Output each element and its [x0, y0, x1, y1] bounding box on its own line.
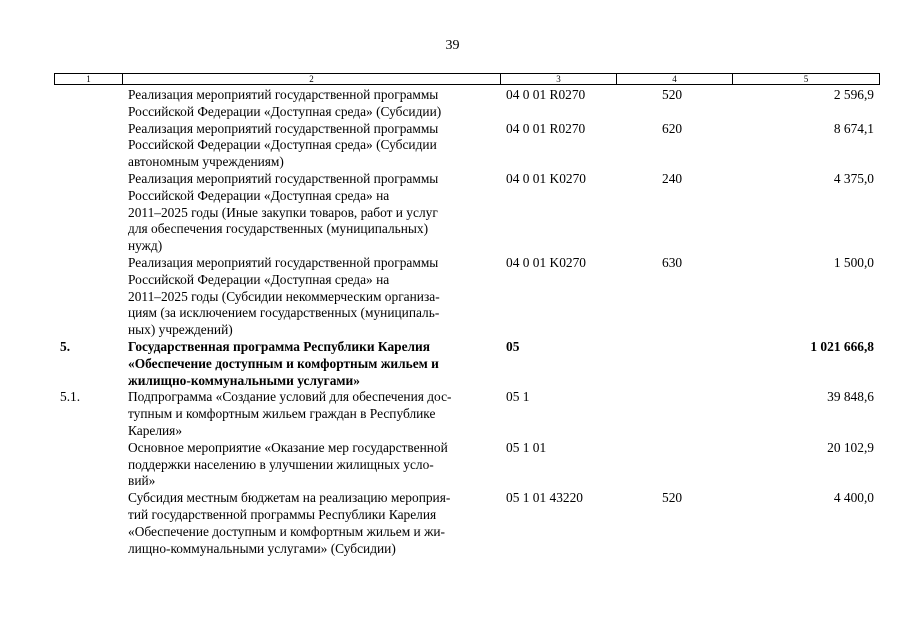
row-code: 04 0 01 K0270 — [506, 254, 586, 270]
row-code: 05 — [506, 338, 520, 354]
description-line: Подпрограмма «Создание условий для обеспечения дос- — [128, 389, 452, 405]
row-number — [54, 87, 122, 121]
row-number — [54, 255, 122, 339]
row-amount: 4 375,0 — [833, 170, 874, 186]
row-description — [122, 255, 500, 339]
row-number — [54, 171, 122, 255]
description-line: лищно-коммунальными услугами» (Субсидии) — [128, 540, 396, 556]
table-row — [54, 339, 880, 389]
description-line: автономным учреждениям) — [128, 154, 284, 170]
description-line: Реализация мероприятий государственной программы — [128, 120, 439, 136]
table-row — [54, 389, 880, 439]
row-code: 04 0 01 R0270 — [506, 120, 586, 136]
row-amount: 2 596,9 — [833, 87, 874, 102]
description-line: 2011–2025 годы (Субсидии некоммерческим организа- — [128, 288, 440, 304]
table-header-row — [54, 73, 880, 85]
row-description — [122, 171, 500, 255]
header-col-4: 4 — [617, 74, 733, 84]
row-description — [122, 389, 500, 439]
description-line: Карелия» — [128, 422, 183, 438]
row-expense-type — [616, 440, 732, 490]
row-amount: 1 021 666,8 — [810, 338, 874, 354]
description-line: циям (за исключением государственных (муниципаль- — [128, 305, 440, 321]
row-amount: 8 674,1 — [833, 120, 874, 136]
description-line: Российской Федерации «Доступная среда» (Субсидии) — [128, 103, 442, 119]
row-number: 5. — [60, 338, 71, 354]
description-line: для обеспечения государственных (муниципальных) — [128, 221, 429, 237]
table-row — [54, 121, 880, 171]
row-number: 5.1. — [60, 389, 81, 405]
table-row — [54, 171, 880, 255]
row-expense-type: 520 — [662, 87, 683, 102]
description-line: вий» — [128, 473, 156, 489]
row-expense-type: 240 — [662, 170, 683, 186]
description-line: Российской Федерации «Доступная среда» на — [128, 187, 390, 203]
description-line: Государственная программа Республики Карелия — [128, 338, 431, 354]
description-line: «Обеспечение доступным и комфортным жильем и жи- — [128, 523, 445, 539]
row-expense-type: 630 — [662, 254, 683, 270]
row-code: 04 0 01 R0270 — [506, 87, 586, 102]
header-col-3: 3 — [501, 74, 617, 84]
description-line: Реализация мероприятий государственной программы — [128, 170, 439, 186]
table-body — [54, 87, 880, 557]
description-line: тий государственной программы Республики Карелия — [128, 506, 437, 522]
table-row — [54, 87, 880, 121]
row-description — [122, 87, 500, 121]
table-row — [54, 490, 880, 557]
row-number — [54, 440, 122, 490]
header-col-2: 2 — [123, 74, 501, 84]
row-code: 05 1 01 43220 — [506, 490, 583, 506]
row-description — [122, 339, 500, 389]
description-line: Реализация мероприятий государственной программы — [128, 254, 439, 270]
description-line: жилищно-коммунальными услугами» — [128, 372, 360, 388]
row-code: 05 1 — [506, 389, 530, 405]
row-number — [54, 121, 122, 171]
table-row — [54, 255, 880, 339]
header-col-5: 5 — [803, 74, 809, 84]
description-line: ных) учреждений) — [128, 322, 233, 338]
description-line: Основное мероприятие «Оказание мер государственной — [128, 439, 448, 455]
row-description — [122, 440, 500, 490]
row-expense-type: 520 — [662, 490, 683, 506]
description-line: Российской Федерации «Доступная среда» на — [128, 271, 390, 287]
description-line: тупным и комфортным жильем граждан в Республике — [128, 406, 436, 422]
page-number: 39 — [445, 38, 460, 53]
table-row — [54, 440, 880, 490]
description-line: Российской Федерации «Доступная среда» (Субсидии — [128, 137, 437, 153]
row-expense-type — [616, 389, 732, 439]
row-description — [122, 121, 500, 171]
row-expense-type: 620 — [662, 120, 683, 136]
row-amount: 20 102,9 — [827, 439, 874, 455]
row-code: 05 1 01 — [506, 439, 547, 455]
header-col-1: 1 — [55, 74, 123, 84]
row-code: 04 0 01 K0270 — [506, 170, 586, 186]
description-line: поддержки населению в улучшении жилищных усло- — [128, 456, 434, 472]
row-amount: 1 500,0 — [833, 254, 874, 270]
row-number — [54, 490, 122, 557]
row-description — [122, 490, 500, 557]
description-line: 2011–2025 годы (Иные закупки товаров, работ и услуг — [128, 204, 438, 220]
row-amount: 4 400,0 — [833, 490, 874, 506]
description-line: нужд) — [128, 238, 163, 254]
description-line: Реализация мероприятий государственной программы — [128, 87, 439, 102]
description-line: «Обеспечение доступным и комфортным жильем и — [128, 355, 439, 371]
row-expense-type — [616, 339, 732, 389]
row-amount: 39 848,6 — [827, 389, 874, 405]
description-line: Субсидия местным бюджетам на реализацию мероприя- — [128, 490, 451, 506]
